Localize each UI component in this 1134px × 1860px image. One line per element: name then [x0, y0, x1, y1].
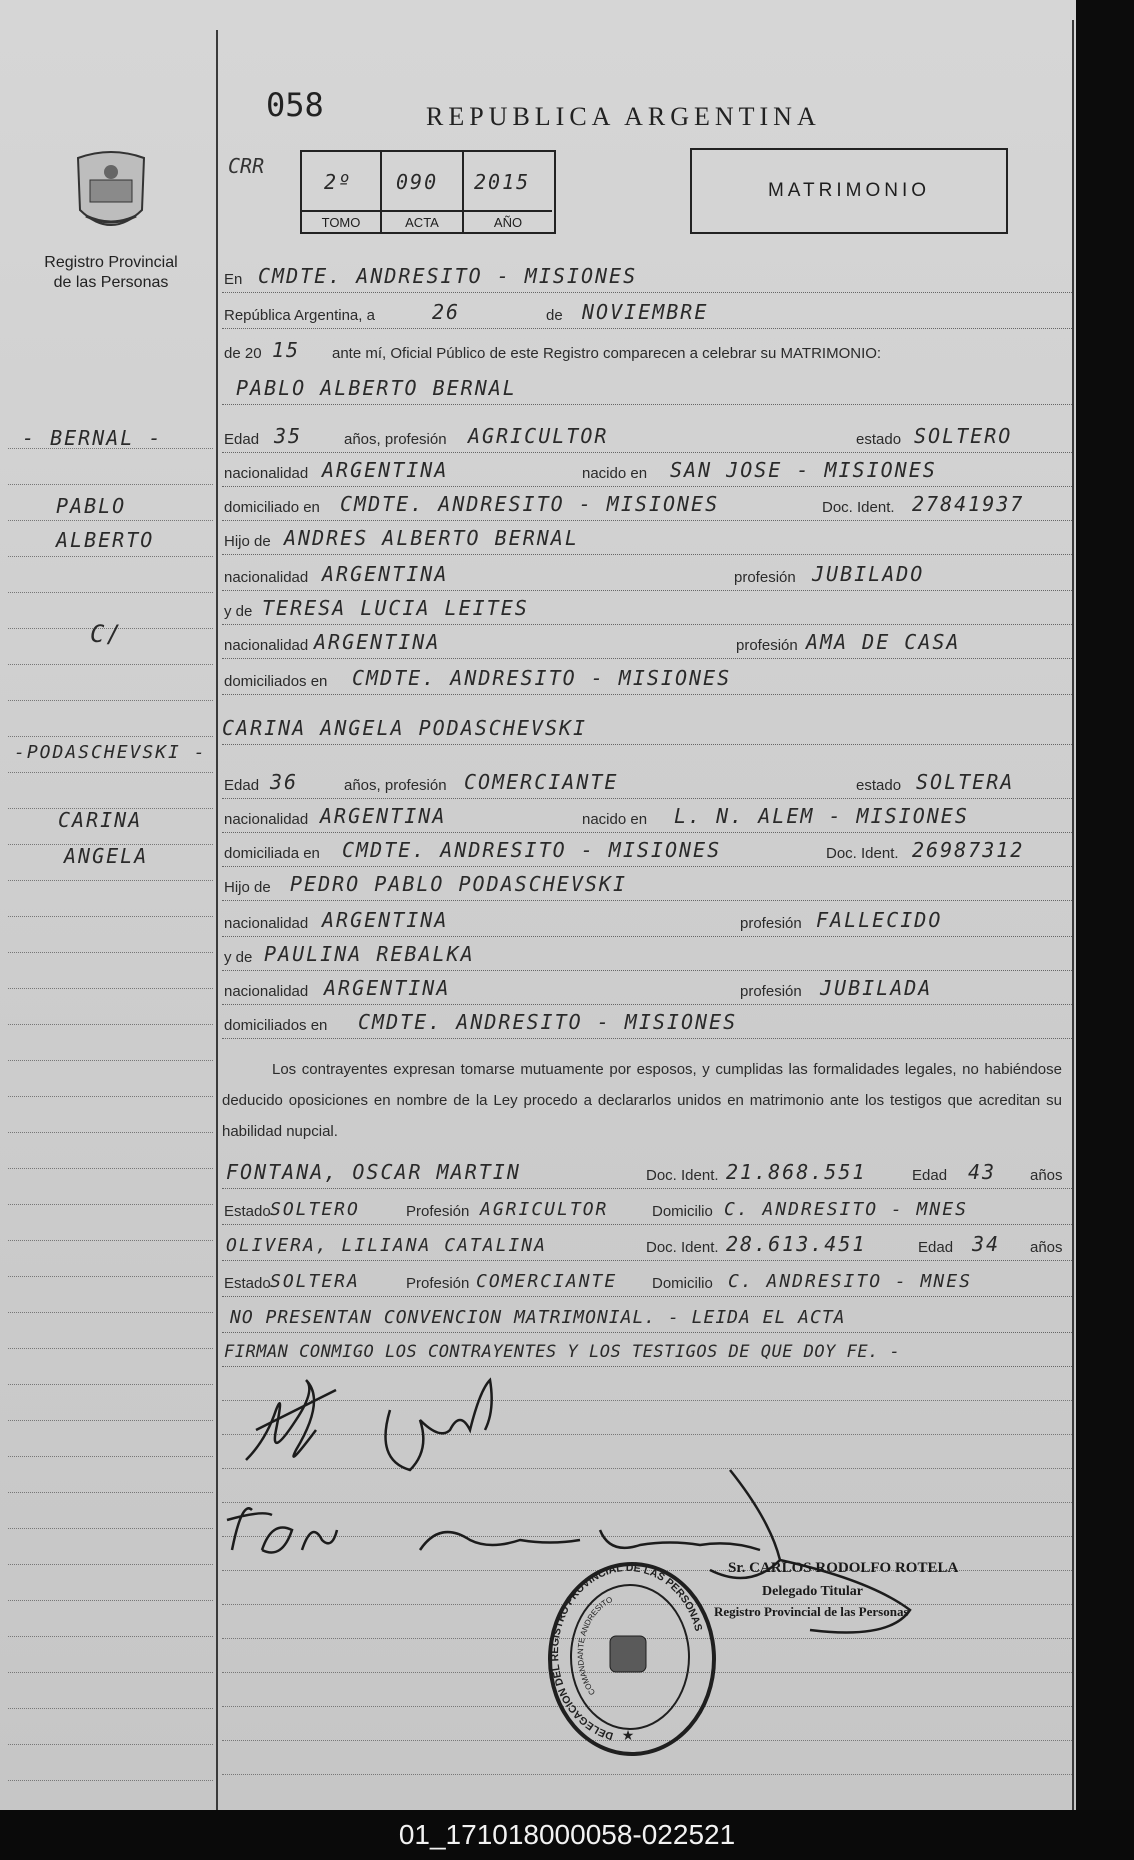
document-type-box	[690, 148, 1008, 234]
margin-bride-name1: CARINA	[58, 808, 143, 832]
witness2-profession: COMERCIANTE	[476, 1271, 618, 1292]
row-groom-age	[222, 418, 1072, 453]
bride-mother-nationality: ARGENTINA	[324, 976, 451, 1000]
witness2-name: OLIVERA, LILIANA CATALINA	[226, 1235, 547, 1256]
margin-ruled-line	[8, 1600, 213, 1602]
org-name-line1: Registro Provincial	[44, 254, 178, 271]
tomo-label: TOMO	[302, 210, 382, 234]
note-line1: NO PRESENTAN CONVENCION MATRIMONIAL. - LEIDA EL ACTA	[230, 1307, 846, 1328]
margin-ruled-line	[8, 1276, 213, 1278]
groom-father-profession: JUBILADO	[812, 562, 925, 586]
label-anos: años	[1030, 1239, 1063, 1256]
margin-ruled-line	[8, 592, 213, 594]
label-estado: Estado	[224, 1275, 271, 1292]
margin-ruled-line	[8, 1168, 213, 1170]
groom-doc: 27841937	[912, 492, 1025, 516]
official-title: Delegado Titular	[762, 1584, 863, 1599]
margin-ruled-line	[8, 916, 213, 918]
margin-ruled-line	[8, 1492, 213, 1494]
label-hijo: Hijo de	[224, 879, 271, 896]
label-anos-prof: años, profesión	[344, 431, 447, 448]
label-domiciliada: domiciliada en	[224, 845, 320, 862]
label-estado: Estado	[224, 1203, 271, 1220]
row-witness2-details	[222, 1262, 1072, 1297]
groom-parents-domicile: CMDTE. ANDRESITO - MISIONES	[352, 666, 732, 690]
row-date	[222, 294, 1072, 329]
margin-ruled-line	[8, 1636, 213, 1638]
row-place	[222, 258, 1072, 293]
margin-ruled-line	[8, 1456, 213, 1458]
margin-ruled-line	[8, 952, 213, 954]
margin-ruled-line	[8, 484, 213, 486]
bride-doc: 26987312	[912, 838, 1025, 862]
signature-ruled-line	[222, 1502, 1072, 1503]
margin-ruled-line	[8, 1312, 213, 1314]
label-before: ante mí, Oficial Público de este Registro comparecen a celebrar su MATRIMONIO:	[332, 345, 882, 362]
seal-emblem-icon	[610, 1636, 646, 1672]
witness1-domicile: C. ANDRESITO - MNES	[724, 1199, 968, 1220]
label-nacionalidad: nacionalidad	[224, 465, 309, 482]
value-day: 26	[432, 300, 461, 324]
witness2-age: 34	[972, 1232, 1001, 1256]
label-profesion: profesión	[740, 983, 802, 1000]
witness1-profession: AGRICULTOR	[480, 1199, 609, 1220]
margin-ruled-line	[8, 1564, 213, 1566]
margin-ruled-line	[8, 736, 213, 738]
crr-mark: CRR	[228, 154, 265, 178]
page-title: REPUBLICA ARGENTINA	[426, 102, 821, 131]
right-rule	[1072, 20, 1074, 1810]
label-edad: Edad	[224, 777, 260, 794]
acta-label: ACTA	[382, 210, 464, 234]
row-year	[222, 332, 1072, 366]
row-groom-father	[222, 520, 1072, 555]
value-month: NOVIEMBRE	[582, 300, 709, 324]
signature-ruled-line	[222, 1774, 1072, 1775]
bride-domicile: CMDTE. ANDRESITO - MISIONES	[342, 838, 722, 862]
groom-status: SOLTERO	[914, 424, 1013, 448]
margin-ruled-line	[8, 1240, 213, 1242]
label-profesion: profesión	[740, 915, 802, 932]
margin-ruled-line	[8, 520, 213, 522]
margin-groom-surname: - BERNAL -	[22, 426, 163, 450]
bride-birthplace: L. N. ALEM - MISIONES	[674, 804, 969, 828]
bride-father-nationality: ARGENTINA	[322, 908, 449, 932]
groom-birthplace: SAN JOSE - MISIONES	[670, 458, 937, 482]
province-emblem	[66, 150, 156, 242]
row-bride-father-nat	[222, 902, 1072, 937]
seal-star-icon: ★	[621, 1727, 635, 1743]
label-nacionalidad: nacionalidad	[224, 811, 309, 828]
row-bride-father	[222, 866, 1072, 901]
row-groom-parents-dom	[222, 660, 1072, 695]
bride-parents-domicile: CMDTE. ANDRESITO - MISIONES	[358, 1010, 738, 1034]
label-domicilio: Domicilio	[652, 1275, 713, 1292]
row-bride-mother	[222, 936, 1072, 971]
row-witness2-name	[222, 1226, 1072, 1261]
label-hijo: Hijo de	[224, 533, 271, 550]
margin-groom-name1: PABLO	[56, 494, 127, 518]
margin-conjunction: C/	[90, 620, 123, 648]
groom-mother: TERESA LUCIA LEITES	[262, 596, 529, 620]
document-type: MATRIMONIO	[767, 180, 931, 201]
label-doc: Doc. Ident.	[822, 499, 895, 516]
label-profesion: profesión	[736, 637, 798, 654]
bride-nationality: ARGENTINA	[320, 804, 447, 828]
row-note1	[222, 1298, 1072, 1333]
bride-profession: COMERCIANTE	[464, 770, 619, 794]
margin-ruled-line	[8, 1024, 213, 1026]
label-nacido: nacido en	[582, 465, 648, 482]
label-republica: República Argentina, a	[224, 307, 375, 324]
margin-ruled-line	[8, 772, 213, 774]
row-groom-father-nat	[222, 556, 1072, 591]
official-org: Registro Provincial de las Personas	[714, 1604, 909, 1619]
witness1-name: FONTANA, OSCAR MARTIN	[226, 1160, 521, 1184]
margin-ruled-line	[8, 664, 213, 666]
acta-value: 090	[396, 170, 439, 194]
seal-outer-text: DELEGACION DEL REGISTRO PROVINCIAL DE LAS PERSONAS	[548, 1562, 705, 1743]
witness2-doc: 28.613.451	[726, 1232, 867, 1256]
signature-bride	[370, 1370, 510, 1480]
groom-mother-profession: AMA DE CASA	[806, 630, 961, 654]
groom-full-name: PABLO ALBERTO BERNAL	[236, 376, 517, 400]
page-number: 058	[266, 86, 324, 124]
margin-ruled-line	[8, 1708, 213, 1710]
signature-ruled-line	[222, 1400, 1072, 1401]
label-nacionalidad: nacionalidad	[224, 637, 309, 654]
label-profesion: Profesión	[406, 1203, 470, 1220]
row-bride-domicile	[222, 832, 1072, 867]
margin-ruled-line	[8, 1060, 213, 1062]
bride-father-profession: FALLECIDO	[816, 908, 943, 932]
label-year-prefix: de 20	[224, 345, 262, 362]
bride-mother: PAULINA REBALKA	[264, 942, 475, 966]
label-edad: Edad	[912, 1167, 948, 1184]
margin-ruled-line	[8, 1096, 213, 1098]
label-domiciliados: domiciliados en	[224, 1017, 328, 1034]
org-name-line2: de las Personas	[53, 274, 169, 291]
margin-ruled-line	[8, 1204, 213, 1206]
groom-age: 35	[274, 424, 303, 448]
margin-ruled-line	[8, 556, 213, 558]
margin-ruled-line	[8, 1672, 213, 1674]
label-profesion: profesión	[734, 569, 796, 586]
official-name: Sr. CARLOS RODOLFO ROTELA	[728, 1560, 959, 1576]
label-anos: años	[1030, 1167, 1063, 1184]
tomo-value: 2º	[324, 170, 353, 194]
groom-domicile: CMDTE. ANDRESITO - MISIONES	[340, 492, 720, 516]
official-seal	[548, 1562, 716, 1756]
row-groom-nationality	[222, 452, 1072, 487]
margin-bride-surname: -PODASCHEVSKI -	[14, 742, 207, 763]
svg-text:COMANDANTE ANDRESITO	[576, 1595, 614, 1697]
row-bride-mother-nat	[222, 970, 1072, 1005]
label-nacionalidad: nacionalidad	[224, 915, 309, 932]
row-bride-age	[222, 764, 1072, 799]
witness2-status: SOLTERA	[270, 1271, 360, 1292]
row-groom-mother-nat	[222, 624, 1072, 659]
row-bride-nationality	[222, 798, 1072, 833]
margin-ruled-line	[8, 988, 213, 990]
row-groom-domicile	[222, 486, 1072, 521]
label-edad: Edad	[224, 431, 260, 448]
signature-official	[690, 1460, 930, 1650]
margin-ruled-line	[8, 1780, 213, 1782]
margin-groom-name2: ALBERTO	[56, 528, 155, 552]
bride-status: SOLTERA	[916, 770, 1015, 794]
groom-profession: AGRICULTOR	[468, 424, 609, 448]
bride-father: PEDRO PABLO PODASCHEVSKI	[290, 872, 627, 896]
label-domicilio: Domicilio	[652, 1203, 713, 1220]
signature-groom	[236, 1370, 346, 1480]
margin-ruled-line	[8, 1528, 213, 1530]
witness1-status: SOLTERO	[270, 1199, 360, 1220]
declaration-text: Los contrayentes expresan tomarse mutuamente por esposos, y cumplidas las formalidades legales, no habiéndose deducido oposiciones en nombre de la Ley procedo a declararlos unidos en matrimonio ante los testigos que acreditan su habilidad nupcial.	[222, 1061, 1062, 1140]
label-estado: estado	[856, 777, 902, 794]
anio-label: AÑO	[464, 210, 552, 234]
groom-nationality: ARGENTINA	[322, 458, 449, 482]
row-bride-name	[222, 710, 1072, 745]
label-edad: Edad	[918, 1239, 954, 1256]
margin-ruled-line	[8, 1744, 213, 1746]
seal-inner-text: COMANDANTE ANDRESITO	[575, 1594, 615, 1697]
witness2-domicile: C. ANDRESITO - MNES	[728, 1271, 972, 1292]
value-year-suffix: 15	[272, 338, 301, 362]
label-doc: Doc. Ident.	[646, 1239, 719, 1256]
signature-ruled-line	[222, 1468, 1072, 1469]
row-groom-name	[222, 370, 1072, 405]
label-domiciliado: domiciliado en	[224, 499, 320, 516]
label-doc: Doc. Ident.	[826, 845, 899, 862]
note-line2: FIRMAN CONMIGO LOS CONTRAYENTES Y LOS TESTIGOS DE QUE DOY FE. -	[224, 1342, 901, 1362]
bride-mother-profession: JUBILADA	[820, 976, 933, 1000]
label-doc: Doc. Ident.	[646, 1167, 719, 1184]
groom-father: ANDRES ALBERTO BERNAL	[284, 526, 579, 550]
row-groom-mother	[222, 590, 1072, 625]
emblem-text	[66, 150, 67, 151]
bride-age: 36	[270, 770, 299, 794]
label-anos-prof: años, profesión	[344, 777, 447, 794]
tomo-acta-anio-box	[300, 150, 556, 234]
row-bride-parents-dom	[222, 1004, 1072, 1039]
margin-ruled-line	[8, 1132, 213, 1134]
witness1-doc: 21.868.551	[726, 1160, 867, 1184]
witness1-age: 43	[968, 1160, 997, 1184]
label-estado: estado	[856, 431, 902, 448]
label-domiciliados: domiciliados en	[224, 673, 328, 690]
label-nacionalidad: nacionalidad	[224, 569, 309, 586]
label-y-de: y de	[224, 949, 253, 966]
margin-rule	[216, 30, 218, 1810]
signature-witness1	[222, 1490, 342, 1570]
scan-border	[1076, 0, 1134, 1810]
value-place: CMDTE. ANDRESITO - MISIONES	[258, 264, 638, 288]
groom-father-nationality: ARGENTINA	[322, 562, 449, 586]
row-witness1-name	[222, 1154, 1072, 1189]
image-caption: 01_171018000058-022521	[0, 1810, 1134, 1860]
row-witness1-details	[222, 1190, 1072, 1225]
row-note2	[222, 1332, 1072, 1367]
label-y-de: y de	[224, 603, 253, 620]
label-nacionalidad: nacionalidad	[224, 983, 309, 1000]
margin-ruled-line	[8, 1348, 213, 1350]
anio-value: 2015	[474, 170, 531, 194]
margin-ruled-line	[8, 880, 213, 882]
bride-full-name: CARINA ANGELA PODASCHEVSKI	[222, 716, 588, 740]
label-profesion: Profesión	[406, 1275, 470, 1292]
label-de: de	[546, 307, 563, 324]
signature-ruled-line	[222, 1434, 1072, 1435]
label-nacido: nacido en	[582, 811, 648, 828]
margin-ruled-line	[8, 700, 213, 702]
groom-mother-nationality: ARGENTINA	[314, 630, 441, 654]
margin-ruled-line	[8, 1420, 213, 1422]
margin-bride-name2: ANGELA	[64, 844, 149, 868]
margin-ruled-line	[8, 1384, 213, 1386]
label-en: En	[224, 271, 243, 288]
